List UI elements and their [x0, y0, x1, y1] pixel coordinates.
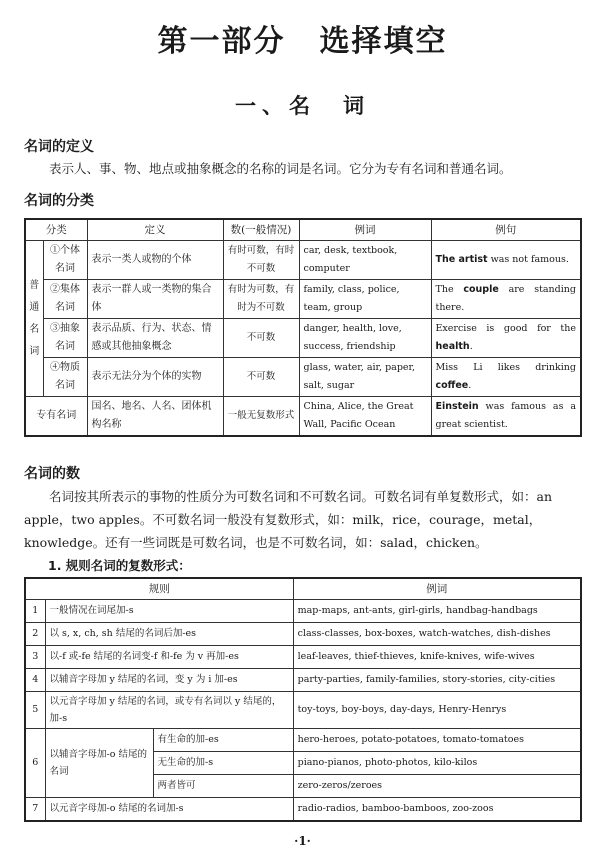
rule-cell: 以辅音字母加 y 结尾的名词，变 y 为 i 加-es	[45, 669, 293, 692]
subrule-cell: 有生命的加-es	[153, 729, 293, 752]
common-noun-label-char: 通	[29, 301, 40, 313]
table-row	[25, 692, 581, 729]
header-cell: 例词	[293, 578, 581, 600]
sentence-highlight: coffee	[435, 380, 469, 391]
header-cell: 分类	[25, 219, 87, 241]
countability-cell: 不可数	[223, 319, 299, 358]
header-cell: 数(一般情况)	[223, 219, 299, 241]
classification-heading: 名词的分类	[24, 193, 94, 209]
rule-number: 7	[25, 798, 45, 822]
subcategory-cell: ②集体名词	[43, 280, 87, 319]
sentence-cell	[431, 280, 581, 319]
subrule-cell: 两者皆可	[153, 775, 293, 798]
sentence-cell	[431, 397, 581, 437]
plural-rules-table	[24, 577, 582, 822]
subcategory-cell: ③抽象名词	[43, 319, 87, 358]
common-noun-label	[25, 241, 43, 397]
header-cell: 规则	[25, 578, 293, 600]
examples-cell: radio-radios, bamboo-bamboos, zoo-zoos	[293, 798, 581, 822]
definition-cell: 表示一群人或一类物的集合体	[87, 280, 223, 319]
examples-cell: hero-heroes, potato-potatoes, tomato-tomatoes	[293, 729, 581, 752]
examples-cell: China, Alice, the Great Wall, Pacific Ocean	[299, 397, 431, 437]
table-row	[25, 358, 581, 397]
sentence-text: was famous as a great scientist.	[435, 401, 576, 430]
sentence-highlight: Einstein	[435, 401, 479, 412]
sentence-text: Miss Li likes drinking	[435, 362, 576, 373]
rule-cell: 以辅音字母加-o 结尾的名词	[45, 729, 153, 798]
rule-cell: 以元音字母加-o 结尾的名词加-s	[45, 798, 293, 822]
sentence-text: .	[468, 380, 472, 391]
examples-cell: family, class, police, team, group	[299, 280, 431, 319]
common-noun-label-text	[26, 275, 43, 363]
common-noun-label-char: 词	[29, 345, 40, 357]
table-row	[25, 280, 581, 319]
table-row	[25, 798, 581, 822]
sentence-text: The	[435, 284, 464, 295]
table-row	[25, 241, 581, 280]
rule-number: 1	[25, 600, 45, 623]
sentence-cell	[431, 319, 581, 358]
definition-cell: 国名、地名、人名、团体机构名称	[87, 397, 223, 437]
examples-cell: map-maps, ant-ants, girl-girls, handbag-handbags	[293, 600, 581, 623]
header-cell: 例词	[299, 219, 431, 241]
sentence-text: .	[469, 341, 473, 352]
definition-cell: 表示无法分为个体的实物	[87, 358, 223, 397]
section-title: 一、名 词	[235, 94, 370, 118]
examples-cell: glass, water, air, paper, salt, sugar	[299, 358, 431, 397]
header-cell: 定义	[87, 219, 223, 241]
sentence-highlight: couple	[463, 284, 499, 295]
subcategory-cell: ④物质名词	[43, 358, 87, 397]
sentence-highlight: The artist	[435, 254, 488, 265]
table-row	[25, 623, 581, 646]
title-part-two: 选择填空	[319, 24, 448, 59]
examples-cell: piano-pianos, photo-photos, kilo-kilos	[293, 752, 581, 775]
examples-cell: zero-zeros/zeroes	[293, 775, 581, 798]
rule-number: 2	[25, 623, 45, 646]
examples-cell: car, desk, textbook, computer	[299, 241, 431, 280]
examples-cell: class-classes, box-boxes, watch-watches, dish-dishes	[293, 623, 581, 646]
examples-cell: party-parties, family-families, story-stories, city-cities	[293, 669, 581, 692]
countability-cell: 有时为可数，有时为不可数	[223, 280, 299, 319]
page-number: ·1·	[294, 834, 311, 848]
countability-cell: 一般无复数形式	[223, 397, 299, 437]
table-row	[25, 600, 581, 623]
page-title	[0, 16, 605, 60]
table-row	[25, 669, 581, 692]
rule-number: 3	[25, 646, 45, 669]
rule-number: 6	[25, 729, 45, 798]
table-row	[25, 397, 581, 437]
rule-cell: 以-f 或-fe 结尾的名词变-f 和-fe 为 v 再加-es	[45, 646, 293, 669]
subrule-cell: 无生命的加-s	[153, 752, 293, 775]
table-row	[25, 646, 581, 669]
table-row	[25, 729, 581, 752]
rule-cell: 以 s, x, ch, sh 结尾的名词后加-es	[45, 623, 293, 646]
common-noun-label-char: 普	[29, 279, 40, 291]
sentence-cell	[431, 358, 581, 397]
countability-cell: 有时可数，有时不可数	[223, 241, 299, 280]
subcategory-cell: ①个体名词	[43, 241, 87, 280]
common-noun-label-char: 名	[29, 323, 40, 335]
sentence-text: was not famous.	[487, 254, 569, 265]
definition-cell: 表示品质、行为、状态、情感或其他抽象概念	[87, 319, 223, 358]
number-heading: 名词的数	[24, 466, 80, 482]
sentence-text: are standing there.	[435, 284, 576, 313]
table-header-row	[25, 578, 581, 600]
definition-heading: 名词的定义	[24, 139, 94, 155]
title-part-one: 第一部分	[157, 24, 286, 59]
rule-cell: 以元音字母加 y 结尾的名词，或专有名词以 y 结尾的，加-s	[45, 692, 293, 729]
table-row	[25, 319, 581, 358]
rule-number: 5	[25, 692, 45, 729]
examples-cell: danger, health, love, success, friendship	[299, 319, 431, 358]
examples-cell: toy-toys, boy-boys, day-days, Henry-Henrys	[293, 692, 581, 729]
definition-cell: 表示一类人或物的个体	[87, 241, 223, 280]
plural-rules-heading: 1. 规则名词的复数形式：	[48, 558, 191, 573]
number-text: 名词按其所表示的事物的性质分为可数名词和不可数名词。可数名词有单复数形式，如：an apple，two apples。不可数名词一般没有复数形式，如：milk，rice，courage，metal，knowledge。还有一些词既是可数名词，也是不可数名词，如：salad，chicken。	[24, 489, 553, 550]
sentence-cell	[431, 241, 581, 280]
classification-table	[24, 218, 582, 437]
definition-text: 表示人、事、物、地点或抽象概念的名称的词是名词。它分为专有名词和普通名词。	[49, 161, 512, 176]
proper-noun-label: 专有名词	[25, 397, 87, 437]
rule-cell: 一般情况在词尾加-s	[45, 600, 293, 623]
sentence-text: Exercise is good for the	[435, 323, 576, 334]
sentence-highlight: health	[435, 341, 470, 352]
rule-number: 4	[25, 669, 45, 692]
table-header-row	[25, 219, 581, 241]
examples-cell: leaf-leaves, thief-thieves, knife-knives, wife-wives	[293, 646, 581, 669]
countability-cell: 不可数	[223, 358, 299, 397]
header-cell: 例句	[431, 219, 581, 241]
